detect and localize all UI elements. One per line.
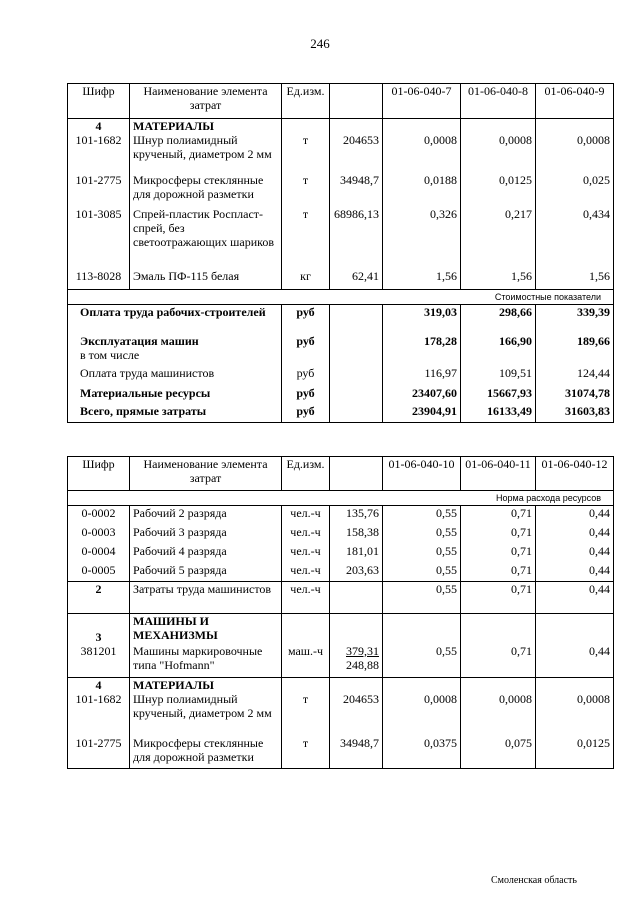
totals-row bbox=[68, 366, 614, 386]
page-number: 246 bbox=[310, 36, 330, 51]
row-value: 0,71 bbox=[461, 644, 536, 678]
table-row bbox=[68, 133, 614, 173]
row-code: 381201 bbox=[68, 644, 130, 678]
row-value: 0,55 bbox=[383, 582, 461, 614]
table-row bbox=[68, 736, 614, 768]
row-code: 101-3085 bbox=[68, 207, 130, 269]
row-price: 34948,7 bbox=[330, 736, 383, 768]
row-unit: маш.-ч bbox=[282, 644, 330, 678]
row-name: Спрей-пластик Роспласт-спрей, без светоотражающих шариков bbox=[130, 207, 282, 269]
row-code: 113-8028 bbox=[68, 269, 130, 289]
row-name: Рабочий 5 разряда bbox=[130, 563, 282, 582]
row-price: 204653 bbox=[330, 133, 383, 173]
row-name: Микросферы стеклянные для дорожной разметки bbox=[130, 173, 282, 207]
table-header bbox=[68, 84, 614, 119]
row-value: 0,44 bbox=[536, 644, 614, 678]
subheader-row bbox=[68, 491, 614, 506]
table-header bbox=[68, 457, 614, 491]
totals-value: 31603,83 bbox=[536, 404, 614, 422]
totals-value: 109,51 bbox=[461, 366, 536, 386]
section-title: МАТЕРИАЛЫ bbox=[130, 678, 282, 693]
row-price-alt: 248,88 bbox=[346, 657, 379, 672]
row-value: 0,025 bbox=[536, 173, 614, 207]
subheader-label: Стоимостные показатели bbox=[68, 289, 614, 304]
row-value: 0,55 bbox=[383, 644, 461, 678]
row-price: 34948,7 bbox=[330, 173, 383, 207]
row-price: 203,63 bbox=[330, 563, 383, 582]
page-footer: Смоленская область bbox=[491, 875, 577, 886]
header-col-11: 01-06-040-11 bbox=[461, 457, 536, 491]
row-value: 0,0008 bbox=[461, 133, 536, 173]
totals-value: 166,90 bbox=[461, 334, 536, 366]
row-unit: т bbox=[282, 692, 330, 736]
row-unit: чел.-ч bbox=[282, 506, 330, 525]
table-row bbox=[68, 173, 614, 207]
row-value: 0,0008 bbox=[536, 692, 614, 736]
row-price: 68986,13 bbox=[330, 207, 383, 269]
row-name: Машины маркировочные типа "Hofmann" bbox=[130, 644, 282, 678]
row-code: 2 bbox=[68, 582, 130, 614]
row-price: 158,38 bbox=[330, 525, 383, 544]
row-value: 0,44 bbox=[536, 525, 614, 544]
subheader-label: Норма расхода ресурсов bbox=[68, 491, 614, 506]
row-price: 62,41 bbox=[330, 269, 383, 289]
totals-value: 189,66 bbox=[536, 334, 614, 366]
totals-value: 23407,60 bbox=[383, 386, 461, 404]
totals-row bbox=[68, 404, 614, 422]
operators-row bbox=[68, 582, 614, 614]
totals-row bbox=[68, 304, 614, 334]
row-unit: чел.-ч bbox=[282, 563, 330, 582]
totals-value: 298,66 bbox=[461, 304, 536, 334]
row-unit: чел.-ч bbox=[282, 544, 330, 563]
header-col-8: 01-06-040-8 bbox=[461, 84, 536, 119]
row-value: 1,56 bbox=[536, 269, 614, 289]
row-value: 0,0188 bbox=[383, 173, 461, 207]
row-value: 0,217 bbox=[461, 207, 536, 269]
totals-unit: руб bbox=[282, 366, 330, 386]
totals-value: 16133,49 bbox=[461, 404, 536, 422]
header-price bbox=[330, 84, 383, 119]
header-price bbox=[330, 457, 383, 491]
row-name: Рабочий 2 разряда bbox=[130, 506, 282, 525]
row-unit: т bbox=[282, 207, 330, 269]
row-value: 0,0375 bbox=[383, 736, 461, 768]
row-code: 101-2775 bbox=[68, 173, 130, 207]
row-value: 0,44 bbox=[536, 563, 614, 582]
row-value: 0,44 bbox=[536, 544, 614, 563]
totals-row bbox=[68, 386, 614, 404]
totals-unit: руб bbox=[282, 304, 330, 334]
totals-unit: руб bbox=[282, 404, 330, 422]
row-code: 0-0002 bbox=[68, 506, 130, 525]
row-unit: т bbox=[282, 736, 330, 768]
row-value: 0,0008 bbox=[383, 692, 461, 736]
totals-value: 124,44 bbox=[536, 366, 614, 386]
row-code: 0-0005 bbox=[68, 563, 130, 582]
header-col-9: 01-06-040-9 bbox=[536, 84, 614, 119]
row-name: Рабочий 4 разряда bbox=[130, 544, 282, 563]
row-unit: чел.-ч bbox=[282, 582, 330, 614]
row-code: 0-0003 bbox=[68, 525, 130, 544]
totals-value: 23904,91 bbox=[383, 404, 461, 422]
table-row bbox=[68, 644, 614, 678]
row-name: Шнур полиамидный крученый, диаметром 2 мм bbox=[130, 692, 282, 736]
row-value: 0,55 bbox=[383, 525, 461, 544]
totals-value: 15667,93 bbox=[461, 386, 536, 404]
row-value: 0,0008 bbox=[461, 692, 536, 736]
header-col-7: 01-06-040-7 bbox=[383, 84, 461, 119]
row-name: Рабочий 3 разряда bbox=[130, 525, 282, 544]
totals-value: 116,97 bbox=[383, 366, 461, 386]
row-value: 0,0008 bbox=[383, 133, 461, 173]
header-code: Шифр bbox=[68, 457, 130, 491]
header-col-10: 01-06-040-10 bbox=[383, 457, 461, 491]
header-unit: Ед.изм. bbox=[282, 457, 330, 491]
table-row bbox=[68, 692, 614, 736]
row-value: 0,55 bbox=[383, 506, 461, 525]
section-title: МАШИНЫ И МЕХАНИЗМЫ bbox=[130, 614, 282, 644]
section-code: 4 bbox=[68, 678, 130, 693]
section-code: 3 bbox=[68, 614, 130, 644]
section-row bbox=[68, 614, 614, 644]
row-value: 0,434 bbox=[536, 207, 614, 269]
totals-value: 31074,78 bbox=[536, 386, 614, 404]
row-name: Эмаль ПФ-115 белая bbox=[130, 269, 282, 289]
row-unit: т bbox=[282, 133, 330, 173]
totals-name: Эксплуатация машин bbox=[80, 334, 199, 348]
row-value: 0,0125 bbox=[536, 736, 614, 768]
totals-name: Материальные ресурсы bbox=[68, 386, 282, 404]
row-value: 0,326 bbox=[383, 207, 461, 269]
totals-name: Всего, прямые затраты bbox=[68, 404, 282, 422]
row-value: 0,55 bbox=[383, 544, 461, 563]
totals-value: 319,03 bbox=[383, 304, 461, 334]
row-value: 0,44 bbox=[536, 582, 614, 614]
row-code: 101-1682 bbox=[68, 692, 130, 736]
row-price: 204653 bbox=[330, 692, 383, 736]
table-row bbox=[68, 269, 614, 289]
row-name: Микросферы стеклянные для дорожной разметки bbox=[130, 736, 282, 768]
totals-unit: руб bbox=[282, 334, 330, 366]
row-value: 0,71 bbox=[461, 563, 536, 582]
section-code: 4 bbox=[68, 119, 130, 134]
section-row bbox=[68, 119, 614, 134]
header-col-12: 01-06-040-12 bbox=[536, 457, 614, 491]
section-row bbox=[68, 678, 614, 693]
table-row bbox=[68, 563, 614, 582]
table-row bbox=[68, 525, 614, 544]
totals-note: в том числе bbox=[80, 348, 140, 362]
section-title: МАТЕРИАЛЫ bbox=[130, 119, 282, 134]
totals-name: Оплата труда машинистов bbox=[68, 366, 282, 386]
table-row bbox=[68, 506, 614, 525]
row-code: 101-2775 bbox=[68, 736, 130, 768]
row-unit: кг bbox=[282, 269, 330, 289]
row-price: 379,31 bbox=[346, 643, 379, 658]
totals-unit: руб bbox=[282, 386, 330, 404]
subheader-row bbox=[68, 289, 614, 304]
totals-value: 178,28 bbox=[383, 334, 461, 366]
row-unit: чел.-ч bbox=[282, 525, 330, 544]
row-name: Затраты труда машинистов bbox=[130, 582, 282, 614]
row-value: 0,44 bbox=[536, 506, 614, 525]
totals-value: 339,39 bbox=[536, 304, 614, 334]
table-row bbox=[68, 207, 614, 269]
row-value: 0,71 bbox=[461, 544, 536, 563]
row-price: 135,76 bbox=[330, 506, 383, 525]
row-value: 1,56 bbox=[383, 269, 461, 289]
cost-table-2 bbox=[67, 456, 614, 769]
row-value: 0,71 bbox=[461, 506, 536, 525]
totals-name: Оплата труда рабочих-строителей bbox=[68, 304, 282, 334]
row-value: 1,56 bbox=[461, 269, 536, 289]
table-row bbox=[68, 544, 614, 563]
header-code: Шифр bbox=[68, 84, 130, 119]
row-unit: т bbox=[282, 173, 330, 207]
totals-row bbox=[68, 334, 614, 366]
row-value: 0,0125 bbox=[461, 173, 536, 207]
header-name: Наименование элемента затрат bbox=[130, 84, 282, 119]
row-name: Шнур полиамидный крученый, диаметром 2 мм bbox=[130, 133, 282, 173]
cost-table-1 bbox=[67, 83, 614, 423]
header-name: Наименование элемента затрат bbox=[130, 457, 282, 491]
row-value: 0,71 bbox=[461, 525, 536, 544]
row-value: 0,71 bbox=[461, 582, 536, 614]
row-code: 101-1682 bbox=[68, 133, 130, 173]
row-value: 0,0008 bbox=[536, 133, 614, 173]
header-unit: Ед.изм. bbox=[282, 84, 330, 119]
row-code: 0-0004 bbox=[68, 544, 130, 563]
row-value: 0,55 bbox=[383, 563, 461, 582]
row-value: 0,075 bbox=[461, 736, 536, 768]
row-price: 181,01 bbox=[330, 544, 383, 563]
